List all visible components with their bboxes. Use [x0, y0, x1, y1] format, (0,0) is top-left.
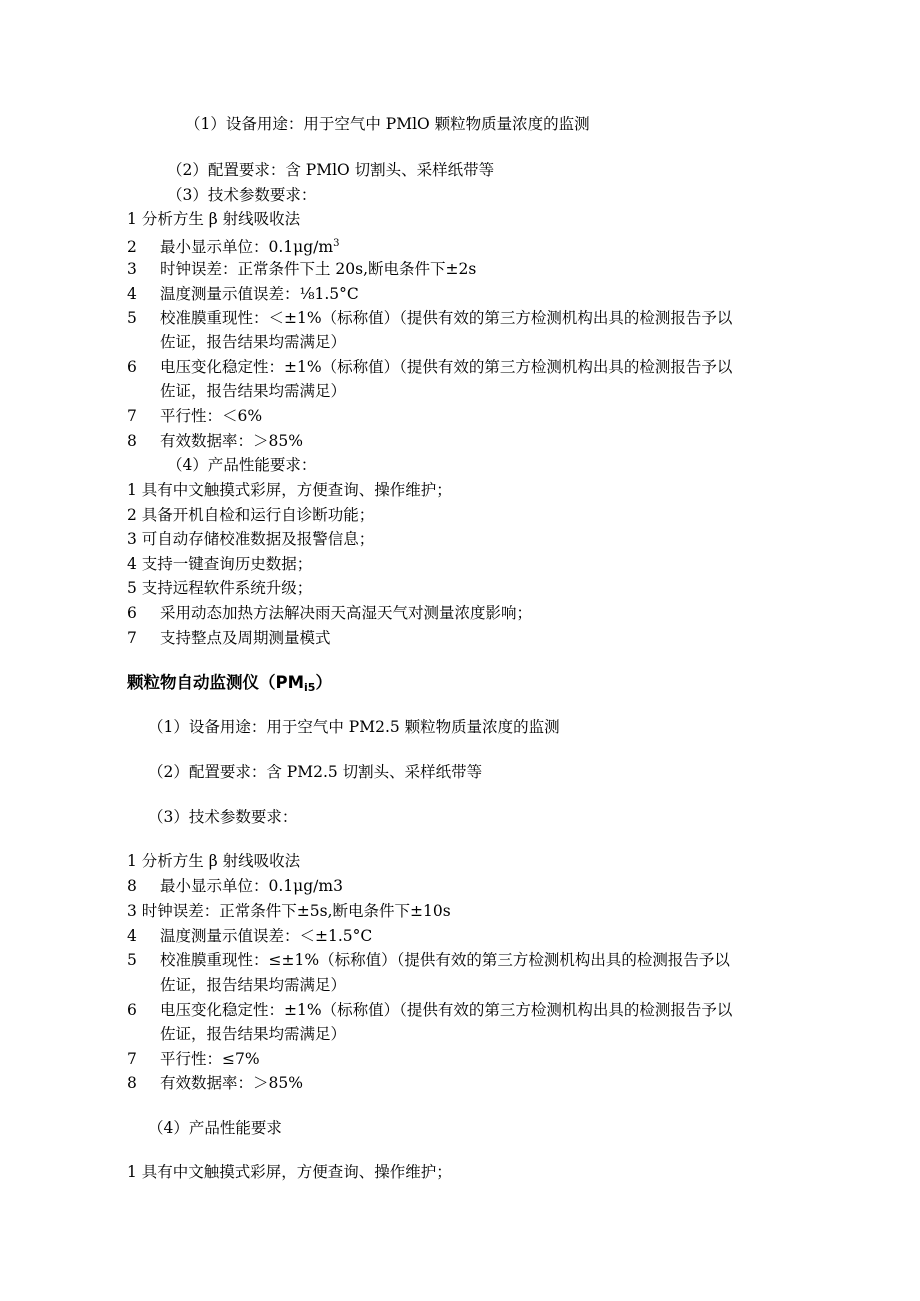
s2-tech-7-text: 平行性：≤7% — [160, 1050, 260, 1068]
s2-tech-item-6 — [127, 998, 732, 1022]
s1-tech-8-text: 有效数据率：＞85% — [160, 432, 303, 450]
s2-tech-5-cont: 佐证，报告结果均需满足） — [160, 976, 347, 994]
s2-tech-4-text: 温度测量示值误差：＜±1.5°C — [160, 927, 373, 945]
s1-perf-6-text: 采用动态加热方法解决雨天高湿天气对测量浓度影响； — [160, 604, 533, 622]
s1-tech-7-num: 7 — [127, 407, 137, 425]
s1-tech-2-text: 最小显示单位：0.1μg∕m — [160, 238, 334, 256]
s1-tech-title: （3）技术参数要求： — [167, 186, 317, 204]
s1-tech-4-text: 温度测量示值误差：⅛1.5°C — [160, 285, 359, 303]
s1-tech-3-text: 时钟误差：正常条件下土 20s,断电条件下±2s — [160, 260, 477, 278]
s1-tech-6-num: 6 — [127, 358, 137, 376]
s2-tech-6-text: 电压变化稳定性：±1%（标称值）（提供有效的第三方检测机构出具的检测报告予以 — [160, 1001, 733, 1019]
s1-tech-5-cont: 佐证，报告结果均需满足） — [160, 333, 347, 351]
s1-perf-7-text: 支持整点及周期测量模式 — [160, 629, 331, 647]
s1-tech-1-text: 1 — [127, 210, 137, 228]
s1-usage: （1）设备用途：用于空气中 PMlO 颗粒物质量浓度的监测 — [185, 115, 590, 133]
s2-tech-6-num: 6 — [127, 1001, 137, 1019]
s1-tech-item-3 — [127, 257, 476, 281]
s2-tech-5-text: 校准膜重现性：≤±1%（标称值）（提供有效的第三方检测机构出具的检测报告予以 — [160, 951, 730, 969]
s2-tech-a-num: 8 — [127, 877, 137, 895]
s1-perf-item-7 — [127, 626, 331, 650]
section2-heading-text: 颗粒物自动监测仪（PM — [127, 673, 305, 692]
s1-tech-2-num: 2 — [127, 238, 137, 256]
s2-tech-5-num: 5 — [127, 951, 137, 969]
s1-perf-item-3: 3 可自动存储校准数据及报警信息； — [127, 530, 375, 548]
s2-config: （2）配置要求：含 PM2.5 切割头、采样纸带等 — [148, 763, 483, 781]
s2-tech-8-num: 8 — [127, 1074, 137, 1092]
s1-tech-item-5 — [127, 306, 732, 330]
s2-tech-third: 3 时钟误差：正常条件下±5s,断电条件下±10s — [127, 902, 451, 920]
s1-tech-5-text: 校准膜重现性：＜±1%（标称值）（提供有效的第三方检测机构出具的检测报告予以 — [160, 309, 733, 327]
s2-tech-item-8 — [127, 1071, 303, 1095]
s2-tech-title: （3）技术参数要求： — [148, 808, 298, 826]
s1-tech-item-2 — [127, 232, 339, 259]
s1-tech-item-8 — [127, 429, 303, 453]
s1-perf-item-6 — [127, 601, 532, 625]
s1-tech-item-6 — [127, 355, 732, 379]
s1-perf-item-4: 4 支持一键查询历史数据； — [127, 555, 313, 573]
s1-perf-item-2: 2 具备开机自检和运行自诊断功能； — [127, 506, 375, 524]
s2-perf-first: 1 具有中文触摸式彩屏，方便查询、操作维护； — [127, 1163, 452, 1181]
s1-config: （2）配置要求：含 PMlO 切割头、采样纸带等 — [167, 161, 495, 179]
s1-perf-6-num: 6 — [127, 604, 137, 622]
section2-heading-sub: i5 — [304, 681, 316, 694]
s1-tech-8-num: 8 — [127, 432, 137, 450]
s2-usage: （1）设备用途：用于空气中 PM2.5 颗粒物质量浓度的监测 — [148, 718, 560, 736]
s1-tech-6-cont: 佐证，报告结果均需满足） — [160, 382, 347, 400]
s1-tech-1-body: 分析方生 β 射线吸收法 — [141, 210, 301, 228]
s1-tech-item-4 — [127, 282, 359, 306]
s2-tech-6-cont: 佐证，报告结果均需满足） — [160, 1025, 347, 1043]
s2-tech-8-text: 有效数据率：＞85% — [160, 1074, 303, 1092]
s2-tech-first: 1 分析方生 β 射线吸收法 — [127, 852, 301, 870]
s1-tech-item-7 — [127, 404, 262, 428]
s1-tech-7-text: 平行性：＜6% — [160, 407, 263, 425]
s1-tech-5-num: 5 — [127, 309, 137, 327]
s1-tech-item-1 — [127, 207, 300, 231]
s1-perf-title: （4）产品性能要求： — [167, 456, 317, 474]
s2-tech-item-5 — [127, 948, 730, 972]
s1-perf-7-num: 7 — [127, 629, 137, 647]
s1-tech-2-sup: 3 — [333, 238, 340, 249]
s1-perf-item-1: 1 具有中文触摸式彩屏，方便查询、操作维护； — [127, 481, 452, 499]
s2-tech-item-4 — [127, 924, 372, 948]
s1-tech-4-num: 4 — [127, 285, 137, 303]
s2-tech-item-7 — [127, 1047, 260, 1071]
section2-heading — [127, 671, 332, 700]
s2-tech-a-text: 最小显示单位：0.1μg∕m3 — [160, 877, 343, 895]
section2-heading-end: ） — [315, 673, 332, 692]
s1-tech-3-num: 3 — [127, 260, 137, 278]
s2-tech-7-num: 7 — [127, 1050, 137, 1068]
s1-perf-item-5: 5 支持远程软件系统升级； — [127, 579, 313, 597]
s1-tech-6-text: 电压变化稳定性：±1%（标称值）（提供有效的第三方检测机构出具的检测报告予以 — [160, 358, 733, 376]
s2-perf-title: （4）产品性能要求 — [148, 1119, 282, 1137]
s2-tech-4-num: 4 — [127, 927, 137, 945]
s2-tech-item-a — [127, 874, 343, 898]
